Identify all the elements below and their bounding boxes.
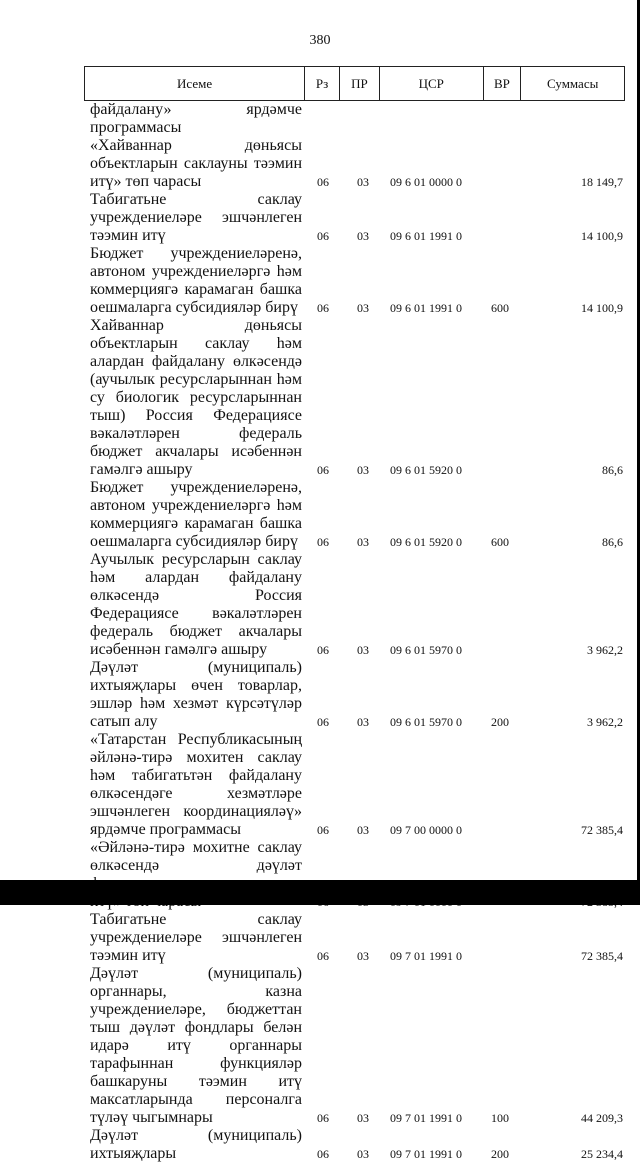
row-rz: 06 bbox=[317, 301, 329, 316]
row-name: Дәүләт (муниципаль) ихтыяҗлары өчен товарлар, эшләр һәм хезмәт күрсәтүләр сатып алу bbox=[90, 659, 302, 730]
row-rz: 06 bbox=[317, 535, 329, 550]
row-pr: 03 bbox=[357, 229, 369, 244]
row-sum: 14 100,9 bbox=[581, 229, 623, 244]
row-sum: 44 209,3 bbox=[581, 1111, 623, 1126]
row-csr: 09 7 01 1991 0 bbox=[390, 949, 462, 964]
row-sum: 14 100,9 bbox=[581, 301, 623, 316]
row-pr: 03 bbox=[357, 301, 369, 316]
page-number: 380 bbox=[309, 33, 331, 48]
row-csr: 09 6 01 1991 0 bbox=[390, 301, 462, 316]
header-name: Исеме bbox=[85, 67, 305, 100]
row-name: «Татарстан Республикасының әйләнә-тирә мохитен саклау һәм табигатьтән файдалану өлкәсендәге хезмәтләре эшчәнлеген координацияләү» ярдәмче программасы bbox=[90, 731, 302, 838]
header-pr: ПР bbox=[340, 67, 380, 100]
row-rz: 06 bbox=[317, 229, 329, 244]
row-sum: 86,6 bbox=[602, 463, 623, 478]
row-rz: 06 bbox=[317, 175, 329, 190]
row-name: Бюджет учреждениеләренә, автоном учреждениеләргә һәм коммерциягә карамаган башка оешмаларга субсидияләр бирү bbox=[90, 245, 302, 316]
row-csr: 09 6 01 5970 0 bbox=[390, 643, 462, 658]
row-vr: 600 bbox=[491, 301, 509, 316]
row-sum: 18 149,7 bbox=[581, 175, 623, 190]
row-name: Аучылык ресурсларын саклау һәм алардан файдалану өлкәсендә Россия Федерациясе вәкаләтләрен федераль бюджет акчалары исәбеннән гамәлгә ашыру bbox=[90, 551, 302, 658]
table-row bbox=[0, 245, 640, 317]
row-name: файдалану» ярдәмче программасы bbox=[90, 101, 302, 136]
row-rz: 06 bbox=[317, 1111, 329, 1126]
row-pr: 03 bbox=[357, 715, 369, 730]
table-row bbox=[0, 551, 640, 659]
row-vr: 200 bbox=[491, 715, 509, 730]
row-csr: 09 7 01 1991 0 bbox=[390, 1111, 462, 1126]
row-pr: 03 bbox=[357, 463, 369, 478]
row-name: «Әйләнә-тирә мохитне саклау өлкәсендә дәүләт bbox=[90, 839, 302, 874]
row-pr: 03 bbox=[357, 175, 369, 190]
header-vr: ВР bbox=[484, 67, 522, 100]
table-row bbox=[0, 317, 640, 479]
table-row bbox=[0, 1127, 640, 1163]
row-rz: 06 bbox=[317, 1147, 329, 1162]
row-csr: 09 6 01 5920 0 bbox=[390, 463, 462, 478]
row-sum: 3 962,2 bbox=[587, 643, 623, 658]
scan-bottom-band bbox=[0, 880, 640, 905]
row-csr: 09 7 00 0000 0 bbox=[390, 823, 462, 838]
row-csr: 09 6 01 1991 0 bbox=[390, 229, 462, 244]
table-row bbox=[0, 479, 640, 551]
table-row bbox=[0, 731, 640, 839]
row-sum: 86,6 bbox=[602, 535, 623, 550]
table-row bbox=[0, 659, 640, 731]
table-row bbox=[0, 137, 640, 191]
row-name: Хайваннар дөньясы объектларын саклау һәм алардан файдалану өлкәсендә (аучылык ресурсларыннан һәм су биологик ресурсларыннан тыш) Россия Федерациясе вәкаләтләрен федераль бюджет акчалары исәбеннән гамәлгә ашыру bbox=[90, 317, 302, 478]
table-row bbox=[0, 101, 640, 137]
row-sum: 25 234,4 bbox=[581, 1147, 623, 1162]
header-sum: Суммасы bbox=[547, 75, 599, 91]
table-row bbox=[0, 911, 640, 965]
row-name: Табигатьне саклау учреждениеләре эшчәнлеген тәэмин итү bbox=[90, 911, 302, 964]
row-rz: 06 bbox=[317, 643, 329, 658]
header-csr: ЦСР bbox=[380, 67, 484, 100]
row-csr: 09 6 01 5920 0 bbox=[390, 535, 462, 550]
row-pr: 03 bbox=[357, 643, 369, 658]
row-rz: 06 bbox=[317, 463, 329, 478]
row-rz: 06 bbox=[317, 823, 329, 838]
table-row bbox=[0, 965, 640, 1127]
row-name: «Хайваннар дөньясы объектларын саклауны тәэмин итү» төп чарасы bbox=[90, 137, 302, 190]
row-sum: 72 385,4 bbox=[581, 949, 623, 964]
row-pr: 03 bbox=[357, 1111, 369, 1126]
row-rz: 06 bbox=[317, 715, 329, 730]
row-pr: 03 bbox=[357, 823, 369, 838]
row-name: Дәүләт (муниципаль) ихтыяҗлары bbox=[90, 1127, 302, 1162]
table-header bbox=[84, 66, 625, 101]
table-row bbox=[0, 191, 640, 245]
row-pr: 03 bbox=[357, 1147, 369, 1162]
row-name: Табигатьне саклау учреждениеләре эшчәнлеген тәэмин итү bbox=[90, 191, 302, 244]
row-vr: 600 bbox=[491, 535, 509, 550]
budget-table-body bbox=[0, 101, 640, 1163]
row-csr: 09 6 01 5970 0 bbox=[390, 715, 462, 730]
row-csr: 09 6 01 0000 0 bbox=[390, 175, 462, 190]
row-csr: 09 7 01 1991 0 bbox=[390, 1147, 462, 1162]
row-sum: 72 385,4 bbox=[581, 823, 623, 838]
row-vr: 200 bbox=[491, 1147, 509, 1162]
row-name: Бюджет учреждениеләренә, автоном учреждениеләргә һәм коммерциягә карамаган башка оешмаларга субсидияләр бирү bbox=[90, 479, 302, 550]
row-rz: 06 bbox=[317, 949, 329, 964]
row-name: Дәүләт (муниципаль) органнары, казна учреждениеләре, бюджеттан тыш дәүләт фондлары белән идарә итү органнары тарафыннан функцияләр башкаруны тәэмин итү максатларында персоналга түләү чыгымнары bbox=[90, 965, 302, 1126]
header-rz: Рз bbox=[305, 67, 340, 100]
row-pr: 03 bbox=[357, 535, 369, 550]
row-pr: 03 bbox=[357, 949, 369, 964]
row-vr: 100 bbox=[491, 1111, 509, 1126]
row-sum: 3 962,2 bbox=[587, 715, 623, 730]
